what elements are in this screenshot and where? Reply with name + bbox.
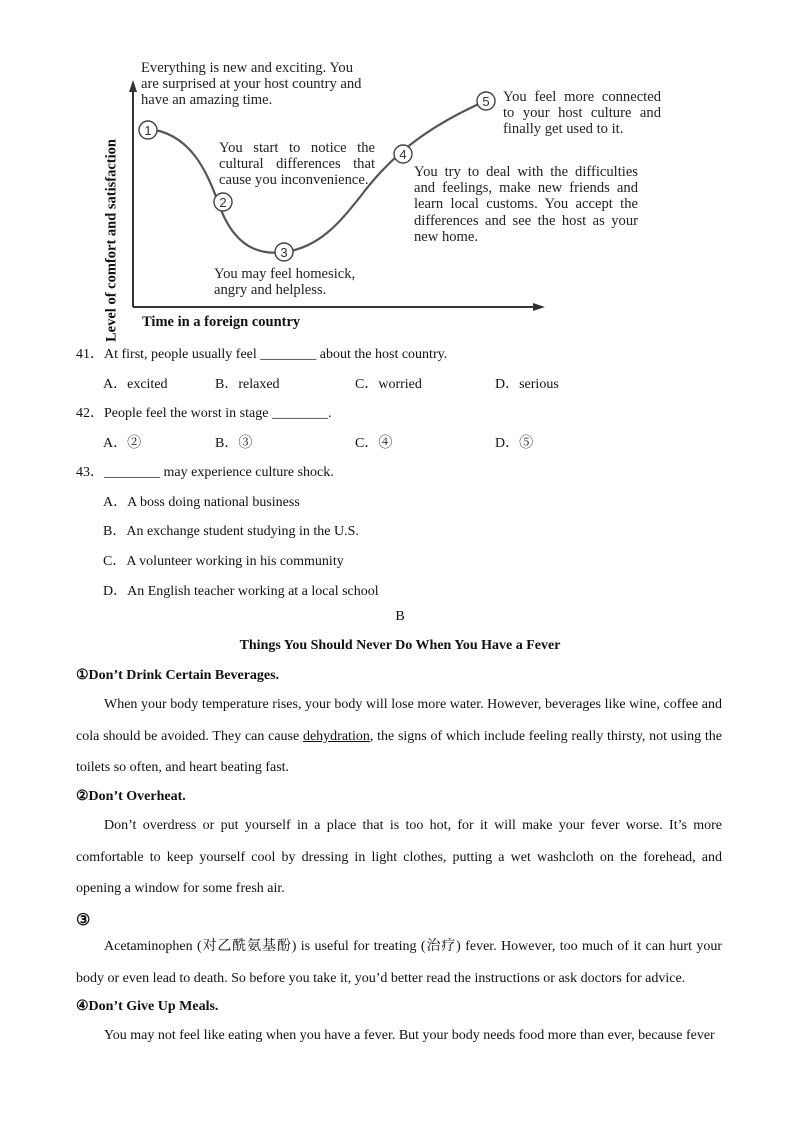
stage-marker-4 bbox=[394, 145, 412, 163]
stage-2-description: You start to notice the cultural differences that cause you inconvenience. bbox=[219, 140, 375, 189]
paragraph-1-part-a: When your body temperature rises, your body will lose more water. However, beverages like wine, coffee and cola should be avoided. They can cause bbox=[76, 697, 722, 744]
question-43-option-b: B．An exchange student studying in the U.S. bbox=[103, 524, 359, 539]
culture-shock-figure bbox=[95, 52, 675, 342]
question-42-option-c: C．④ bbox=[355, 436, 393, 451]
paragraph-1 bbox=[76, 689, 722, 784]
question-42-option-d: D．⑤ bbox=[495, 436, 534, 451]
stage-4-description: You try to deal with the difficulties and feelings, make new friends and learn local customs. You accept the differences and see the host as your new home. bbox=[414, 164, 638, 245]
stage-marker-3 bbox=[275, 243, 293, 261]
question-42-option-a: A．② bbox=[103, 436, 142, 451]
passage-title: Things You Should Never Do When You Have a Fever bbox=[239, 638, 561, 653]
stage-1-description: Everything is new and exciting. You are surprised at your host country and have an amazing time. bbox=[141, 60, 362, 109]
question-41-option-a: A．excited bbox=[103, 377, 168, 392]
stage-5-description: You feel more connected to your host culture and finally get used to it. bbox=[503, 89, 661, 138]
stage-number: 2 bbox=[219, 195, 227, 210]
paragraph-2: Don’t overdress or put yourself in a place that is too hot, for it will make your fever worse. It’s more comfortable to keep yourself cool by dressing in light clothes, putting a wet washcloth on the forehead, and opening a window for some fresh air. bbox=[76, 818, 722, 897]
stage-marker-5 bbox=[477, 92, 495, 110]
paragraph-1-part-b: , the signs of which include feeling really thirsty, not using the toilets so often, and heart beating fast. bbox=[76, 728, 722, 776]
x-axis-label: Time in a foreign country bbox=[142, 314, 301, 330]
question-43-option-d: D．An English teacher working at a local school bbox=[103, 584, 379, 599]
stage-number: 3 bbox=[280, 245, 288, 260]
question-42-stem: 42．People feel the worst in stage ________. bbox=[76, 406, 332, 421]
heading-2: ②Don’t Overheat. bbox=[76, 789, 186, 804]
question-41-option-b: B．relaxed bbox=[215, 377, 280, 392]
stage-number: 1 bbox=[144, 123, 152, 138]
stage-marker-1 bbox=[139, 121, 157, 139]
paragraph-3: Acetaminophen (对乙酰氨基酚) is useful for treating (治疗) fever. However, too much of it can hurt your body or even lead to death. So before you take it, you’d better read the instructions or ask doctors for advice. bbox=[76, 939, 722, 986]
question-43-option-c: C．A volunteer working in his community bbox=[103, 554, 344, 569]
heading-3: ③ bbox=[76, 912, 91, 929]
y-axis-arrow bbox=[129, 80, 137, 92]
section-label: B bbox=[395, 609, 405, 624]
question-43-stem: 43．________ may experience culture shock. bbox=[76, 465, 334, 480]
question-43-option-a: A．A boss doing national business bbox=[103, 495, 300, 510]
stage-3-description: You may feel homesick, angry and helpless. bbox=[214, 266, 356, 299]
heading-1: ①Don’t Drink Certain Beverages. bbox=[76, 668, 280, 683]
stage-number: 4 bbox=[399, 147, 407, 162]
question-41-option-d: D．serious bbox=[495, 377, 559, 392]
x-axis-arrow bbox=[533, 303, 545, 311]
underlined-word-dehydration: dehydration bbox=[302, 728, 370, 744]
paragraph-4: You may not feel like eating when you have a fever. But your body needs food more than ever, because fever bbox=[104, 1028, 715, 1043]
stage-marker-2 bbox=[214, 193, 232, 211]
heading-4: ④Don’t Give Up Meals. bbox=[76, 999, 219, 1014]
stage-number: 5 bbox=[482, 94, 490, 109]
question-41-option-c: C．worried bbox=[355, 377, 422, 392]
question-42-option-b: B．③ bbox=[215, 436, 253, 451]
question-41-stem: 41．At first, people usually feel ________ about the host country. bbox=[76, 347, 448, 362]
y-axis-label: Level of comfort and satisfaction bbox=[103, 139, 120, 342]
